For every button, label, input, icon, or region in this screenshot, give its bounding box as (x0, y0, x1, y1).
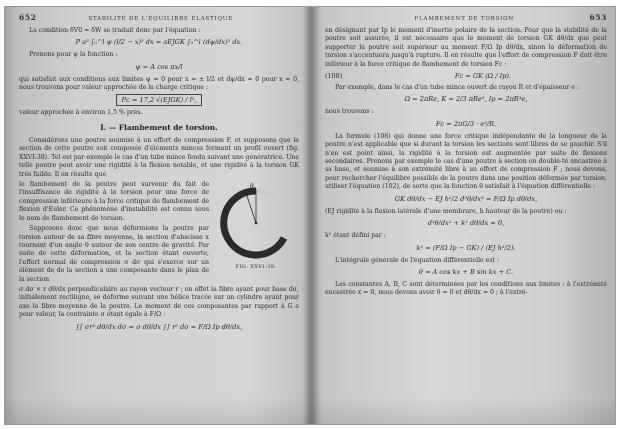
right-equation-7: GK dθ/dx − EJ h²/2 d³θ/dx³ = F/Ω Ip dθ/dx, (394, 194, 538, 203)
right-paragraph-7: L'intégrale générale de l'équation différentielle est : (335, 256, 500, 264)
left-paragraph-1: La condition δV0 = δW se traduit donc par l'équation : (29, 27, 201, 34)
right-paragraph-5: (EJ rigidité à la flexion latérale d'une membrure, h hauteur de la poutre) ou : (325, 207, 567, 215)
left-paragraph-4: valeur approchée à environ 1,5 % près. (19, 108, 143, 116)
right-paragraph-2: Par exemple, dans le cas d'un tube mince ouvert de rayon R et d'épaisseur e : (335, 84, 579, 92)
left-paragraph-5: Considérons une poutre soumise à un effort de compression F, et supposons que la section de cette poutre soit composée d'éléments minces formant un profil ouvert (fig. XXVI-38). Tel est par exemple le cas d'un tube mince fendu suivant une génératrice. Une telle poutre peut avoir une rigidité à la flexion notable, et une rigidité à la torsion GK très faible. Il en résulte que (19, 137, 299, 178)
right-paragraph-8: Les constantes A, B, C sont déterminées par les conditions aux limites : à l'extrémité encastrée x = 0, nous devons avoir θ = 0 et dθ/dx = 0 ; à l'extré- (325, 280, 607, 297)
left-paragraph-2: Prenons pour ψ la fonction : (29, 51, 118, 59)
right-equation-8: d²θ/dx² + k² dθ/dx = 0, (427, 219, 505, 228)
equation-108 (325, 72, 607, 80)
left-page (5, 7, 307, 424)
right-equation-5: Ω = 2πRe, K = 2/3 πRe³, Ip = 2πR³e, (404, 95, 528, 104)
split-tube-diagram (216, 183, 296, 263)
equation-108-body: Fc = GK (Ω / Ip). (454, 72, 512, 81)
right-running-title: FLAMBEMENT DE TORSION (414, 16, 515, 22)
left-paragraph-7: Supposons donc que nous déformions la poutre par torsion autour de sa fibre moyenne, la section d'abscisse x tournant d'un angle θ autour de son centre de gravité. Par suite de cette déformation, et la section étant ouverte, l'effort normal de compression σ dσ qui s'exerce sur un élément de de la section a une composante dans le plan de la section (19, 225, 209, 283)
left-running-title: STABILITÉ DE L'ÉQUILIBRE ÉLASTIQUE (88, 16, 234, 22)
left-paragraph-8: σ dσ × r dθ/dx perpendiculaire au rayon vecteur r ; en effet la fibre ayant pour base dσ, initialement rectiligne, se déforme suivant une hélice tracée sur un cylindre ayant pour axe la fibre moyenne de la poutre. Le moment de ces composantes par rapport à G a pour valeur, la contrainte σ étant égale à F/Ω : (19, 285, 299, 319)
right-paragraph-4: La formule (108) qui donne une force critique indépendante de la longueur de la poutre n'est applicable que si durant la torsion les sections sont libres de se gauchir. S'il n'en est point ainsi, la rigidité à la torsion est augmentée par suite de flexions secondaires. Prenons par exemple le cas d'une poutre à section en double-té encastrée à sa base, et soumise à son extrémité libre à un effort de compression F ; nous devons, pour rechercher l'équilibre possible de la poutre dans une position déformée par torsion, utiliser l'équation (102), de sorte que la fonction θ satisfait à l'équation différentielle : (325, 132, 607, 191)
figure-split-tube (213, 183, 299, 286)
tube-wall-outer (224, 191, 284, 255)
section-title: I. — Flambement de torsion. (100, 123, 218, 133)
right-page-number: 653 (589, 13, 607, 22)
left-paragraph-3: qui satisfait aux conditions aux limites ψ = 0 pour x = ± l/2 et dψ/dx = 0 pour x = 0, nous trouvons pour valeur approchée de la charge critique : (19, 75, 299, 92)
figure-side-text (19, 181, 209, 286)
left-equation-2: ψ = A cos πx/l (135, 62, 183, 71)
open-book-spread (4, 6, 616, 425)
center-of-gravity (255, 222, 258, 225)
right-paragraph-6: k² étant défini par : (325, 232, 386, 240)
right-equation-6: Fc = 2πG/3 · e³/R. (435, 119, 497, 128)
figure-caption: FIG. XXVI-38. (235, 264, 277, 271)
right-paragraph-1: en désignant par Ip le moment d'inertie polaire de la section. Pour que la stabilité de la poutre soit assurée, il est nécessaire que le moment de torsion GK dθ/dx que peut supporter la poutre soit supérieur au moment F/Ω Ip dθ/dx, sinon la déformation de torsion s'accentuera jusqu'à rupture. Il en résulte que l'effort de compression F doit être inférieur à la force critique de flambement de torsion Fc : (325, 27, 607, 68)
figure-angle-label: θ (250, 183, 254, 191)
left-equation-1: P a² ∫₀^l ψ (l/2 − x)² dx = aEJGK ∫₀^l (dψ/dx)² dx. (75, 38, 243, 47)
equation-number: (108) (325, 72, 343, 81)
right-paragraph-3: nous trouvons : (325, 108, 374, 116)
left-paragraph-6: le flambement de la poutre peut survenir du fait de l'insuffisance de rigidité à la torsion pour une force de compression inférieure à la force critique de flambement de flexion d'Euler. Ce phénomène d'instabilité est connu sous le nom de flambement de torsion. (19, 181, 209, 222)
right-running-head (325, 13, 607, 22)
right-page (315, 7, 615, 424)
rotated-radius-line (246, 193, 256, 223)
left-equation-4: ∫∫ σr² dθ/dx dσ = σ dθ/dx ∫∫ r² dσ = F/Ω Ip dθ/dx, (75, 322, 243, 331)
left-running-head (19, 13, 299, 22)
tube-slit (256, 191, 287, 231)
right-equation-10: θ = A cos kx + B sin kx + C. (418, 267, 514, 276)
left-equation-3 (19, 96, 299, 105)
critical-load-formula: Pc = 17,2 √(EJGK) / l², (116, 94, 203, 106)
right-equation-9: k² = (F/Ω Ip − GK) / (EJ h²/2). (416, 243, 516, 252)
figure-block (19, 181, 299, 286)
left-page-number: 652 (19, 13, 37, 22)
